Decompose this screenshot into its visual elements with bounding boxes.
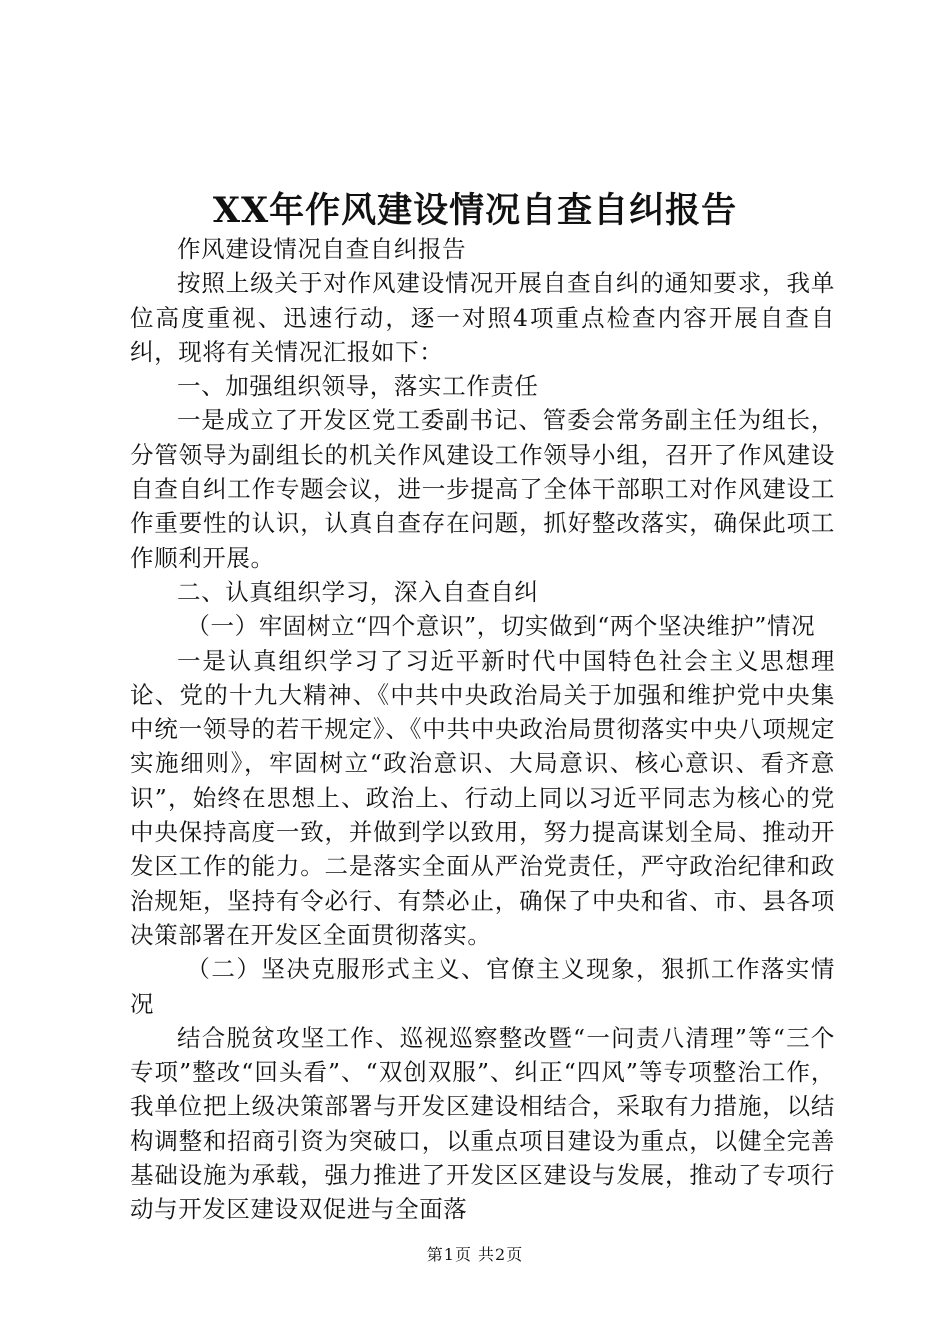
intro-paragraph: 按照上级关于对作风建设情况开展自查自纠的通知要求，我单位高度重视、迅速行动，逐一对照4项重点检查内容开展自查自纠，现将有关情况汇报如下： — [130, 269, 835, 366]
subtitle-paragraph: 作风建设情况自查自纠报告 — [177, 235, 467, 263]
subsection-2-paragraph: 结合脱贫攻坚工作、巡视巡察整改暨“一问责八清理”等“三个专项”整改“回头看”、“双创双服”、纠正“四风”等专项整治工作，我单位把上级决策部署与开发区建设相结合，采取有力措施，以结构调整和招商引资为突破口，以重点项目建设为重点，以健全完善基础设施为承载，强力推进了开发区区建设与发展，推动了专项行动与开发区建设双促进与全面落 — [130, 1023, 835, 1224]
section-heading-2: 二、认真组织学习，深入自查自纠 — [177, 577, 539, 606]
document-body — [130, 232, 835, 1227]
subsection-heading-2: （二）坚决克服形式主义、官僚主义现象，狠抓工作落实情况 — [130, 955, 835, 1018]
section-1-paragraph: 一是成立了开发区党工委副书记、管委会常务副主任为组长，分管领导为副组长的机关作风建设工作领导小组，召开了作风建设自查自纠工作专题会议，进一步提高了全体干部职工对作风建设工作重要性的认识，认真自查存在问题，抓好整改落实，确保此项工作顺利开展。 — [130, 406, 835, 572]
subsection-1-paragraph: 一是认真组织学习了习近平新时代中国特色社会主义思想理论、党的十九大精神、《中共中央政治局关于加强和维护党中央集中统一领导的若干规定》、《中共中央政治局贯彻落实中央八项规定实施细则》，牢固树立“政治意识、大局意识、核心意识、看齐意识”，始终在思想上、政治上、行动上同以习近平同志为核心的党中央保持高度一致，并做到学以致用，努力提高谋划全局、推动开发区工作的能力。二是落实全面从严治党责任，严守政治纪律和政治规矩，坚持有令必行、有禁必止，确保了中央和省、市、县各项决策部署在开发区全面贯彻落实。 — [130, 646, 835, 949]
section-heading-1: 一、加强组织领导，落实工作责任 — [177, 372, 539, 401]
subsection-heading-1: （一）牢固树立“四个意识”，切实做到“两个坚决维护”情况 — [186, 612, 816, 641]
document-title: XX年作风建设情况自查自纠报告 — [212, 190, 738, 231]
page-footer: 第1页 共2页 — [426, 1245, 524, 1264]
